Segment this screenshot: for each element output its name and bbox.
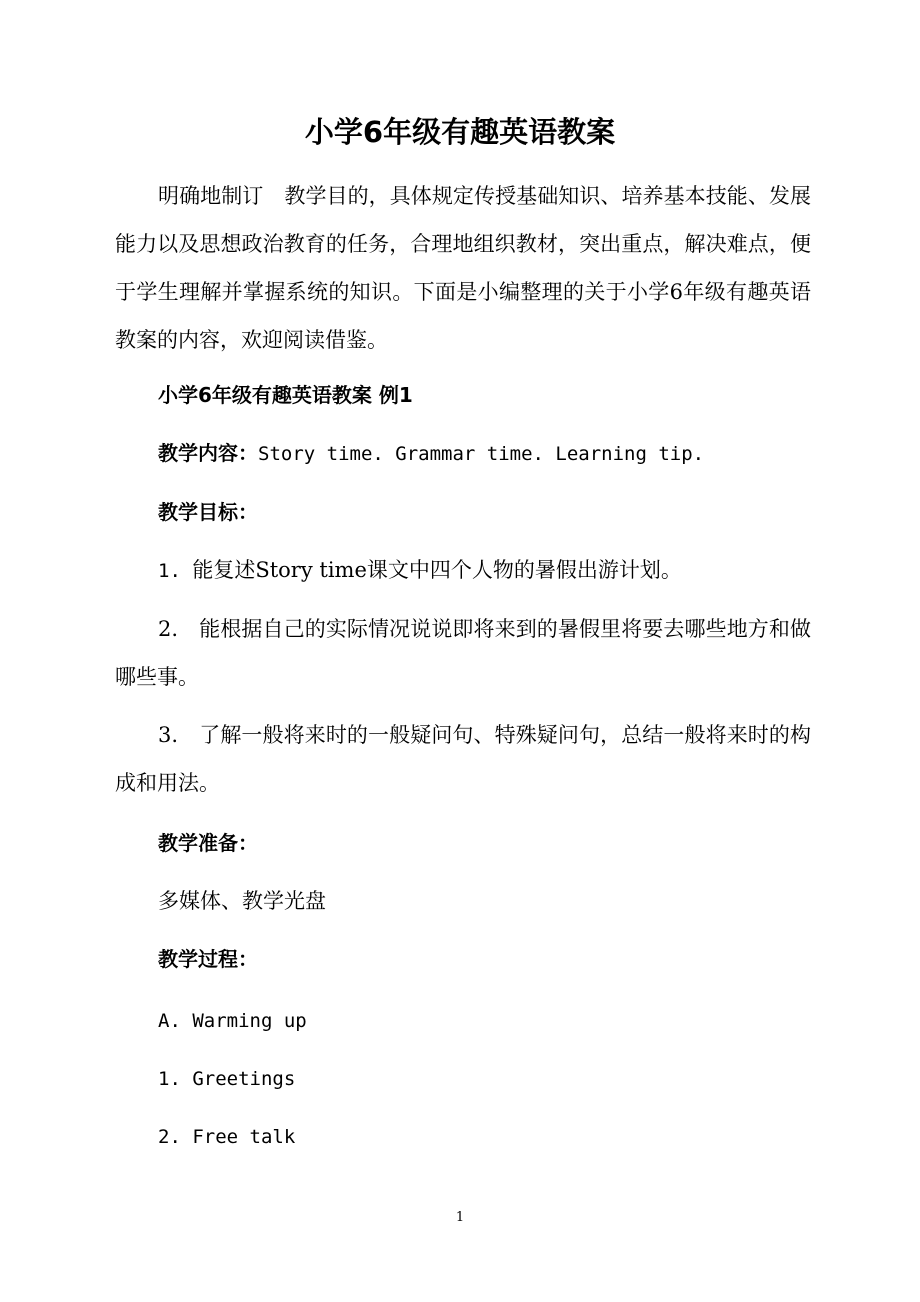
process-heading: 教学过程： bbox=[158, 947, 258, 971]
goal-1-text: 能复述Story time课文中四个人物的暑假出游计划。 bbox=[192, 558, 682, 582]
intro-paragraph: 明确地制订 教学目的，具体规定传授基础知识、培养基本技能、发展能力以及思想政治教育的任务，合理地组织教材，突出重点，解决难点，便于学生理解并掌握系统的知识。下面是小编整理的关于小学6年级有趣英语教案的内容，欢迎阅读借鉴。 bbox=[115, 184, 811, 352]
prep-text: 多媒体、教学光盘 bbox=[158, 889, 326, 913]
goals-heading: 教学目标： bbox=[158, 500, 258, 524]
document-title: 小学6年级有趣英语教案 bbox=[304, 115, 616, 149]
teaching-content-text: Story time. Grammar time. Learning tip. bbox=[258, 443, 705, 465]
teaching-content-label: 教学内容： bbox=[158, 441, 258, 465]
step-free-talk: 2. Free talk bbox=[158, 1126, 296, 1148]
prep-heading: 教学准备： bbox=[158, 831, 258, 855]
example-heading: 小学6年级有趣英语教案 例1 bbox=[158, 383, 413, 407]
goal-2: 2. 能根据自己的实际情况说说即将来到的暑假里将要去哪些地方和做哪些事。 bbox=[115, 617, 811, 689]
step-greetings: 1. Greetings bbox=[158, 1068, 296, 1090]
goal-3: 3. 了解一般将来时的一般疑问句、特殊疑问句，总结一般将来时的构成和用法。 bbox=[115, 723, 811, 795]
teaching-content bbox=[158, 438, 704, 469]
page-number: 1 bbox=[455, 1210, 465, 1225]
goal-1-number: 1. bbox=[158, 560, 193, 582]
goal-1 bbox=[158, 555, 682, 586]
step-warming-up: A. Warming up bbox=[158, 1010, 307, 1032]
